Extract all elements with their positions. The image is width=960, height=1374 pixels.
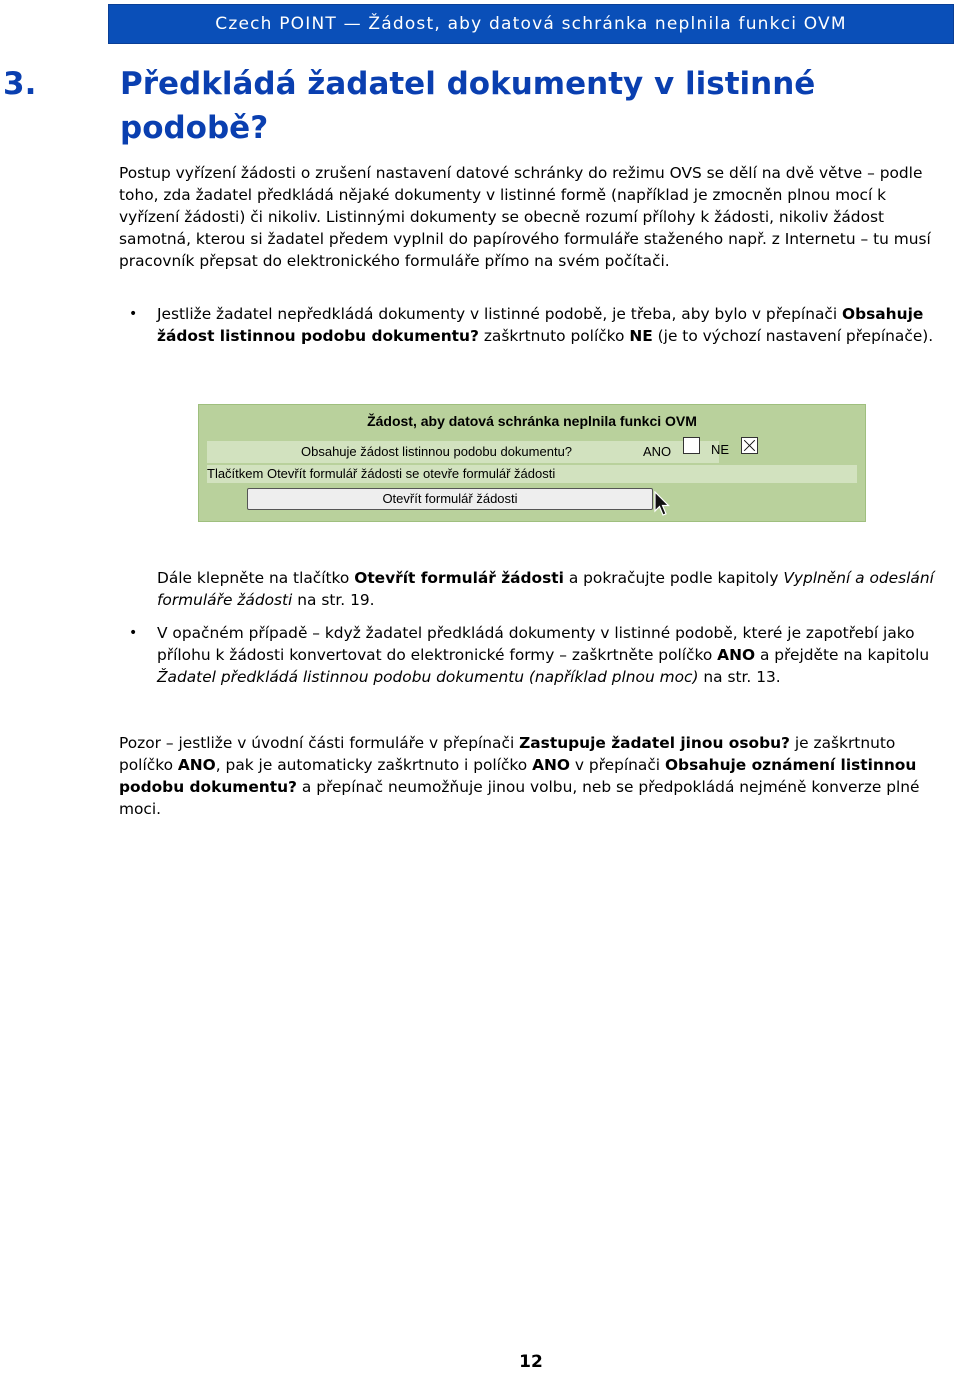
- bullet-text: Jestliže žadatel nepředkládá dokumenty v listinné podobě, je třeba, aby bylo v přepínači Obsahuje žádost listinnou podobu dokumentu? zaškrtnuto políčko NE (je to výchozí nastavení přepínače).: [157, 305, 934, 345]
- documents-question-row: [207, 441, 719, 463]
- form-title: Žádost, aby datová schránka neplnila funkci OVM: [367, 413, 697, 429]
- bullet-icon: •: [129, 625, 138, 641]
- section-number: 3.: [3, 66, 37, 102]
- mouse-pointer-icon: [654, 491, 672, 517]
- ne-label: NE: [711, 442, 730, 457]
- bullet-text: V opačném případě – když žadatel předkládá dokumenty v listinné podobě, které je zapotřebí jako přílohu k žádosti konvertovat do elektronické formy – zaškrtněte políčko ANO a přejděte na kapitolu Žadatel předkládá listinnou podobu dokumentu (například plnou moc) na str. 13.: [157, 624, 930, 686]
- ne-checkbox[interactable]: [741, 437, 758, 454]
- form-screenshot: [198, 404, 866, 522]
- running-header: [108, 4, 954, 44]
- open-form-button[interactable]: Otevřít formulář žádosti: [247, 488, 653, 510]
- page-number: 12: [519, 1352, 543, 1372]
- next-step-paragraph: Dále klepněte na tlačítko Otevřít formulář žádosti a pokračujte podle kapitoly Vyplnění a odeslání formuláře žádosti na str. 19.: [157, 569, 934, 609]
- documents-question-label: Obsahuje žádost listinnou podobu dokumentu?: [301, 444, 573, 459]
- section-title: Předkládá žadatel dokumenty v listinné podobě?: [120, 66, 816, 146]
- running-header-title: Czech POINT — Žádost, aby datová schránka neplnila funkci OVM: [215, 14, 847, 34]
- ano-label: ANO: [643, 444, 672, 459]
- bullet-icon: •: [129, 306, 138, 322]
- intro-paragraph: Postup vyřízení žádosti o zrušení nastavení datové schránky do režimu OVS se dělí na dvě větve – podle toho, zda žadatel předkládá nějaké dokumenty v listinné formě (například je zmocněn plnou mocí k vyřízení žádosti) či nikoliv. Listinnými dokumenty se obecně rozumí přílohy k žádosti, nikoliv žádost samotná, kterou si žadatel předem vyplnil do papírového formuláře staženého např. z Internetu – tu musí pracovník přepsat do elektronického formuláře přímo na svém počítači.: [119, 164, 931, 270]
- open-form-hint: Tlačítkem Otevřít formulář žádosti se otevře formulář žádosti: [207, 466, 556, 481]
- warning-paragraph: Pozor – jestliže v úvodní části formuláře v přepínači Zastupuje žadatel jinou osobu? je zaškrtnuto políčko ANO, pak je automaticky zaškrtnuto i políčko ANO v přepínači Obsahuje oznámení listinnou podobu dokumentu? a přepínač neumožňuje jinou volbu, neb se předpokládá nejméně konverze plné moci.: [119, 734, 920, 818]
- ano-checkbox[interactable]: [683, 437, 700, 454]
- open-form-hint-row: [207, 465, 857, 483]
